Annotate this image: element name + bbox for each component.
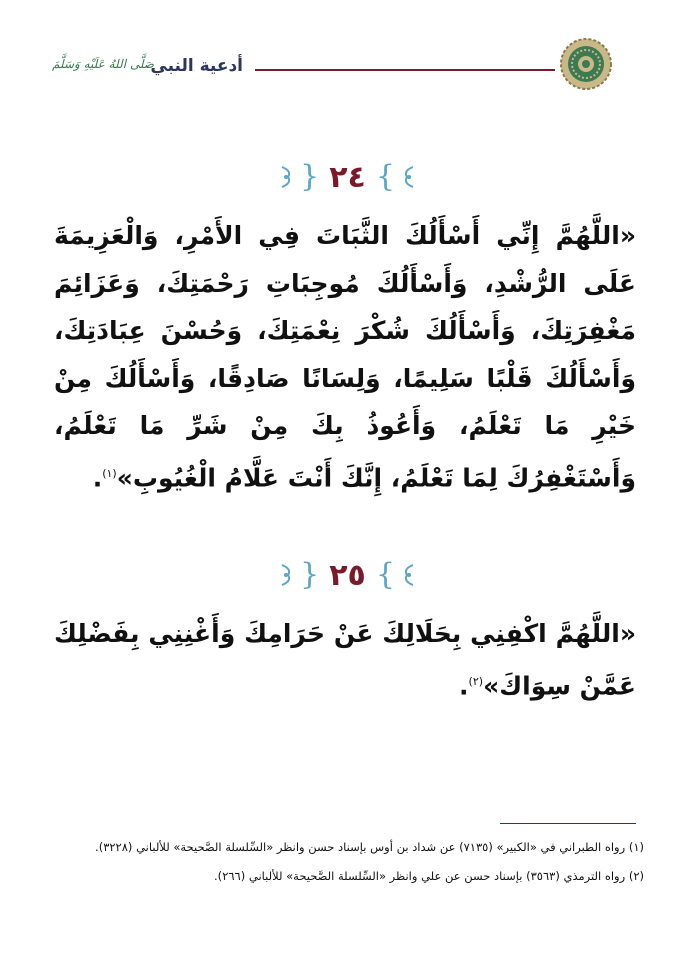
ornament-right-icon: [280, 165, 294, 189]
bracket-left: {: [375, 557, 395, 592]
ornament-medallion-icon: [560, 38, 612, 90]
book-title: أدعية النبي: [150, 56, 243, 76]
footnote-ref[interactable]: (١): [102, 466, 117, 480]
honorific-calligraphy: صَلَّى اللهُ عَلَيْهِ وَسَلَّمَ: [52, 57, 154, 71]
end-mark: .: [459, 670, 469, 700]
footnote-rule: [500, 823, 636, 824]
supplication-text-25: [54, 610, 636, 709]
section-number-25: [0, 551, 695, 599]
header-rule: [255, 69, 555, 71]
footnote-1: (١) رواه الطبراني في «الكبير» (٧١٣٥) عن شداد بن أوس بإسناد حسن وانظر «السِّلسلة الصَّحيحة» للألباني (٣٢٢٨).: [95, 840, 644, 854]
footnotes: [54, 833, 644, 891]
footnote-2: (٢) رواه الترمذي (٣٥٦٣) بإسناد حسن عن علي وانظر «السِّلسلة الصَّحيحة» للألباني (٢٦٦).: [214, 869, 644, 883]
ornament-left-icon: [401, 563, 415, 587]
section-number: ٢٥: [329, 557, 366, 593]
footnote-ref[interactable]: (٢): [468, 674, 484, 688]
ornament-left-icon: [401, 165, 415, 189]
section-number: ٢٤: [329, 159, 366, 195]
section-number-24: [0, 153, 695, 201]
bracket-left: {: [375, 159, 395, 194]
bracket-right: }: [300, 557, 320, 592]
supplication-text-24: [54, 212, 636, 501]
supplication-body: «اللَّهُمَّ اكْفِنِي بِحَلَالِكَ عَنْ حَرَامِكَ وَأَغْنِنِي بِفَضْلِكَ عَمَّنْ سِوَاكَ»: [54, 619, 636, 700]
bracket-right: }: [300, 159, 320, 194]
end-mark: .: [92, 462, 103, 492]
ornament-right-icon: [280, 563, 294, 587]
supplication-body: «اللَّهُمَّ إِنِّي أَسْأَلُكَ الثَّبَاتَ فِي الأَمْرِ، وَالْعَزِيمَةَ عَلَى الرُّشْدِ، وَأَسْأَلُكَ مُوجِبَاتِ رَحْمَتِكَ، وَعَزَائِمَ مَغْفِرَتِكَ، وَأَسْأَلُكَ شُكْرَ نِعْمَتِكَ، وَحُسْنَ عِبَادَتِكَ، وَأَسْأَلُكَ قَلْبًا سَلِيمًا، وَلِسَانًا صَادِقًا، وَأَسْأَلُكَ مِنْ خَيْرِ مَا تَعْلَمُ، وَأَعُوذُ بِكَ مِنْ شَرِّ مَا تَعْلَمُ، وَأَسْتَغْفِرُكَ لِمَا تَعْلَمُ، إِنَّكَ أَنْتَ عَلَّامُ الْغُيُوبِ»: [54, 221, 636, 492]
